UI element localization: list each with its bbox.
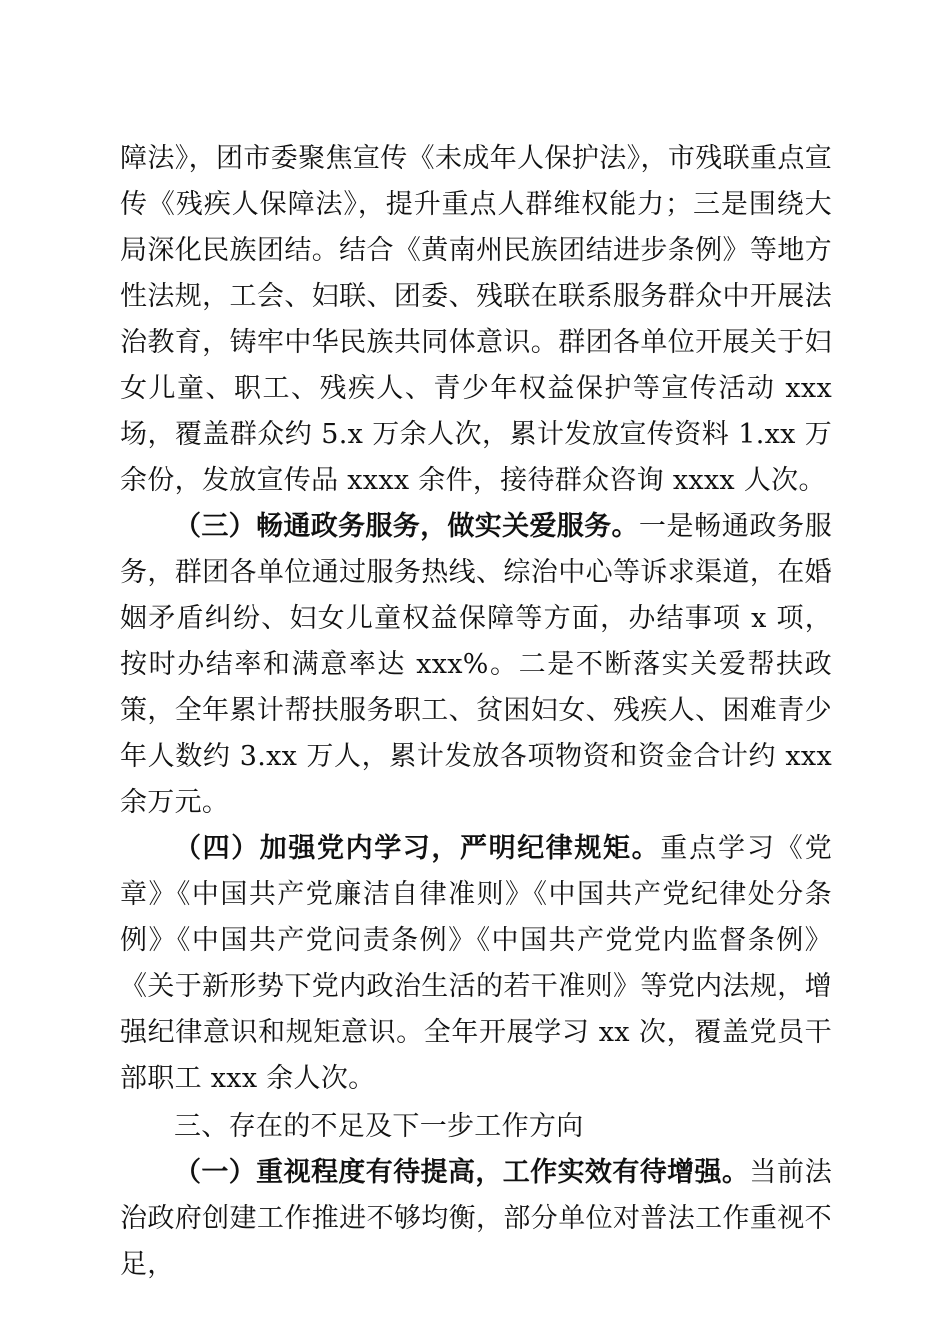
paragraph-body: 当前法治政府创建工作推进不够均衡，部分单位对普法工作重视不足， — [120, 1157, 833, 1280]
paragraph-lead: （三）畅通政务服务，做实关爱服务。 — [174, 511, 639, 542]
document-page — [120, 136, 832, 1288]
paragraph-body: 重点学习《党章》《中国共产党廉洁自律准则》《中国共产党纪律处分条例》《中国共产党问责条例》《中国共产党党内监督条例》《关于新形势下党内政治生活的若干准则》等党内法规，增强纪律意识和规矩意识。全年开展学习 xx 次，覆盖党员干部职工 xxx 余人次。 — [120, 833, 833, 1094]
paragraph-study — [120, 826, 832, 1102]
paragraph-lead: （一）重视程度有待提高，工作实效有待增强。 — [174, 1157, 750, 1188]
paragraph-lead: （四）加强党内学习，严明纪律规矩。 — [174, 833, 661, 864]
paragraph-body: 一是畅通政务服务，群团各单位通过服务热线、综治中心等诉求渠道，在婚姻矛盾纠纷、妇女儿童权益保障等方面，办结事项 x 项，按时办结率和满意率达 xxx%。二是不断落实关爱帮扶政策，全年累计帮扶服务职工、贫困妇女、残疾人、困难青少年人数约 3.xx 万人，累计发放各项物资和资金合计约 xxx 余万元。 — [120, 511, 833, 818]
section-heading: 三、存在的不足及下一步工作方向 — [174, 1111, 584, 1142]
paragraph-publicity: 障法》，团市委聚焦宣传《未成年人保护法》，市残联重点宣传《残疾人保障法》，提升重点人群维权能力；三是围绕大局深化民族团结。结合《黄南州民族团结进步条例》等地方性法规，工会、妇联、团委、残联在联系服务群众中开展法治教育，铸牢中华民族共同体意识。群团各单位开展关于妇女儿童、职工、残疾人、青少年权益保护等宣传活动 xxx 场，覆盖群众约 5.x 万余人次，累计发放宣传资料 1.xx 万余份，发放宣传品 xxxx 余件，接待群众咨询 xxxx 人次。 — [120, 143, 832, 496]
paragraph-shortcomings — [120, 1150, 832, 1288]
paragraph-services — [120, 504, 832, 826]
